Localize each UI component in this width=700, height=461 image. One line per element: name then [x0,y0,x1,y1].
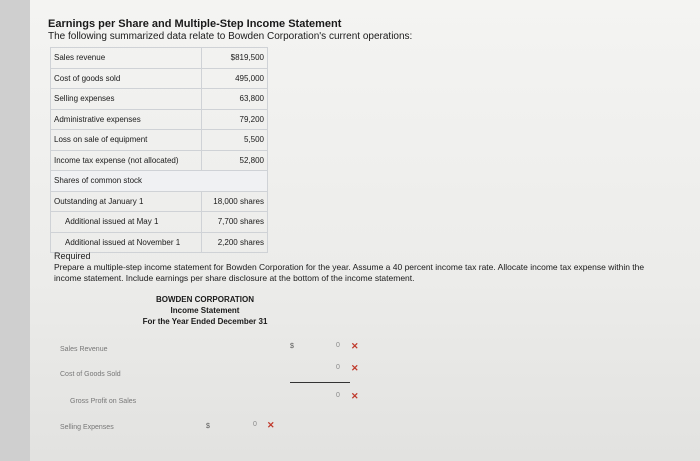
table-row [51,232,268,253]
row-value: $819,500 [202,48,268,69]
table-row [51,191,268,212]
row-label: Additional issued at May 1 [51,212,202,233]
page-subtitle: The following summarized data relate to Bowden Corporation's current operations: [48,31,413,42]
dollar-sign: $ [290,343,294,350]
table-row [51,89,268,110]
row-value: 79,200 [202,109,268,130]
row-label: Outstanding at January 1 [51,191,202,212]
gross-profit-input[interactable]: 0 [336,392,340,399]
required-instructions: Prepare a multiple-step income statement for Bowden Corporation for the year. Assume a 40 percent income tax rate. Allocate income tax expense within the income statement. Include earnings per share disclosure at the bottom of the income statement. [54,262,645,283]
table-row [51,68,268,89]
table-row [51,48,268,69]
page-title: Earnings per Share and Multiple-Step Income Statement [48,18,342,30]
operations-data-table [50,47,268,253]
table-row-shares-header [51,171,268,192]
row-value: 495,000 [202,68,268,89]
row-label: Loss on sale of equipment [51,130,202,151]
row-value: 2,200 shares [202,232,268,253]
form-label-cost-of-goods-sold: Cost of Goods Sold [60,371,121,378]
incorrect-icon: ✕ [267,420,275,430]
statement-header [130,294,280,327]
incorrect-icon: ✕ [351,391,359,401]
form-label-selling-expenses: Selling Expenses [60,424,114,431]
table-row [51,109,268,130]
row-label: Income tax expense (not allocated) [51,150,202,171]
cost-of-goods-sold-input[interactable]: 0 [336,364,340,371]
statement-name: Income Statement [170,306,240,315]
statement-period: For the Year Ended December 31 [142,317,268,326]
row-label: Selling expenses [51,89,202,110]
row-value: 63,800 [202,89,268,110]
row-value: 5,500 [202,130,268,151]
row-label: Sales revenue [51,48,202,69]
company-name: BOWDEN CORPORATION [155,295,255,304]
required-heading: Required [54,251,91,261]
table-row [51,130,268,151]
shares-label: Shares of common stock [51,171,268,192]
incorrect-icon: ✕ [351,363,359,373]
row-label: Cost of goods sold [51,68,202,89]
row-value: 7,700 shares [202,212,268,233]
total-underline [290,382,350,383]
selling-expenses-input[interactable]: 0 [253,421,257,428]
row-label: Administrative expenses [51,109,202,130]
table-row [51,212,268,233]
form-label-gross-profit: Gross Profit on Sales [70,398,137,405]
row-value: 18,000 shares [202,191,268,212]
row-value: 52,800 [202,150,268,171]
sales-revenue-input[interactable]: 0 [336,342,340,349]
row-label: Additional issued at November 1 [51,232,202,253]
incorrect-icon: ✕ [351,341,359,351]
form-label-sales-revenue: Sales Revenue [60,346,108,353]
dollar-sign: $ [206,423,210,430]
question-page [30,0,700,461]
table-row [51,150,268,171]
